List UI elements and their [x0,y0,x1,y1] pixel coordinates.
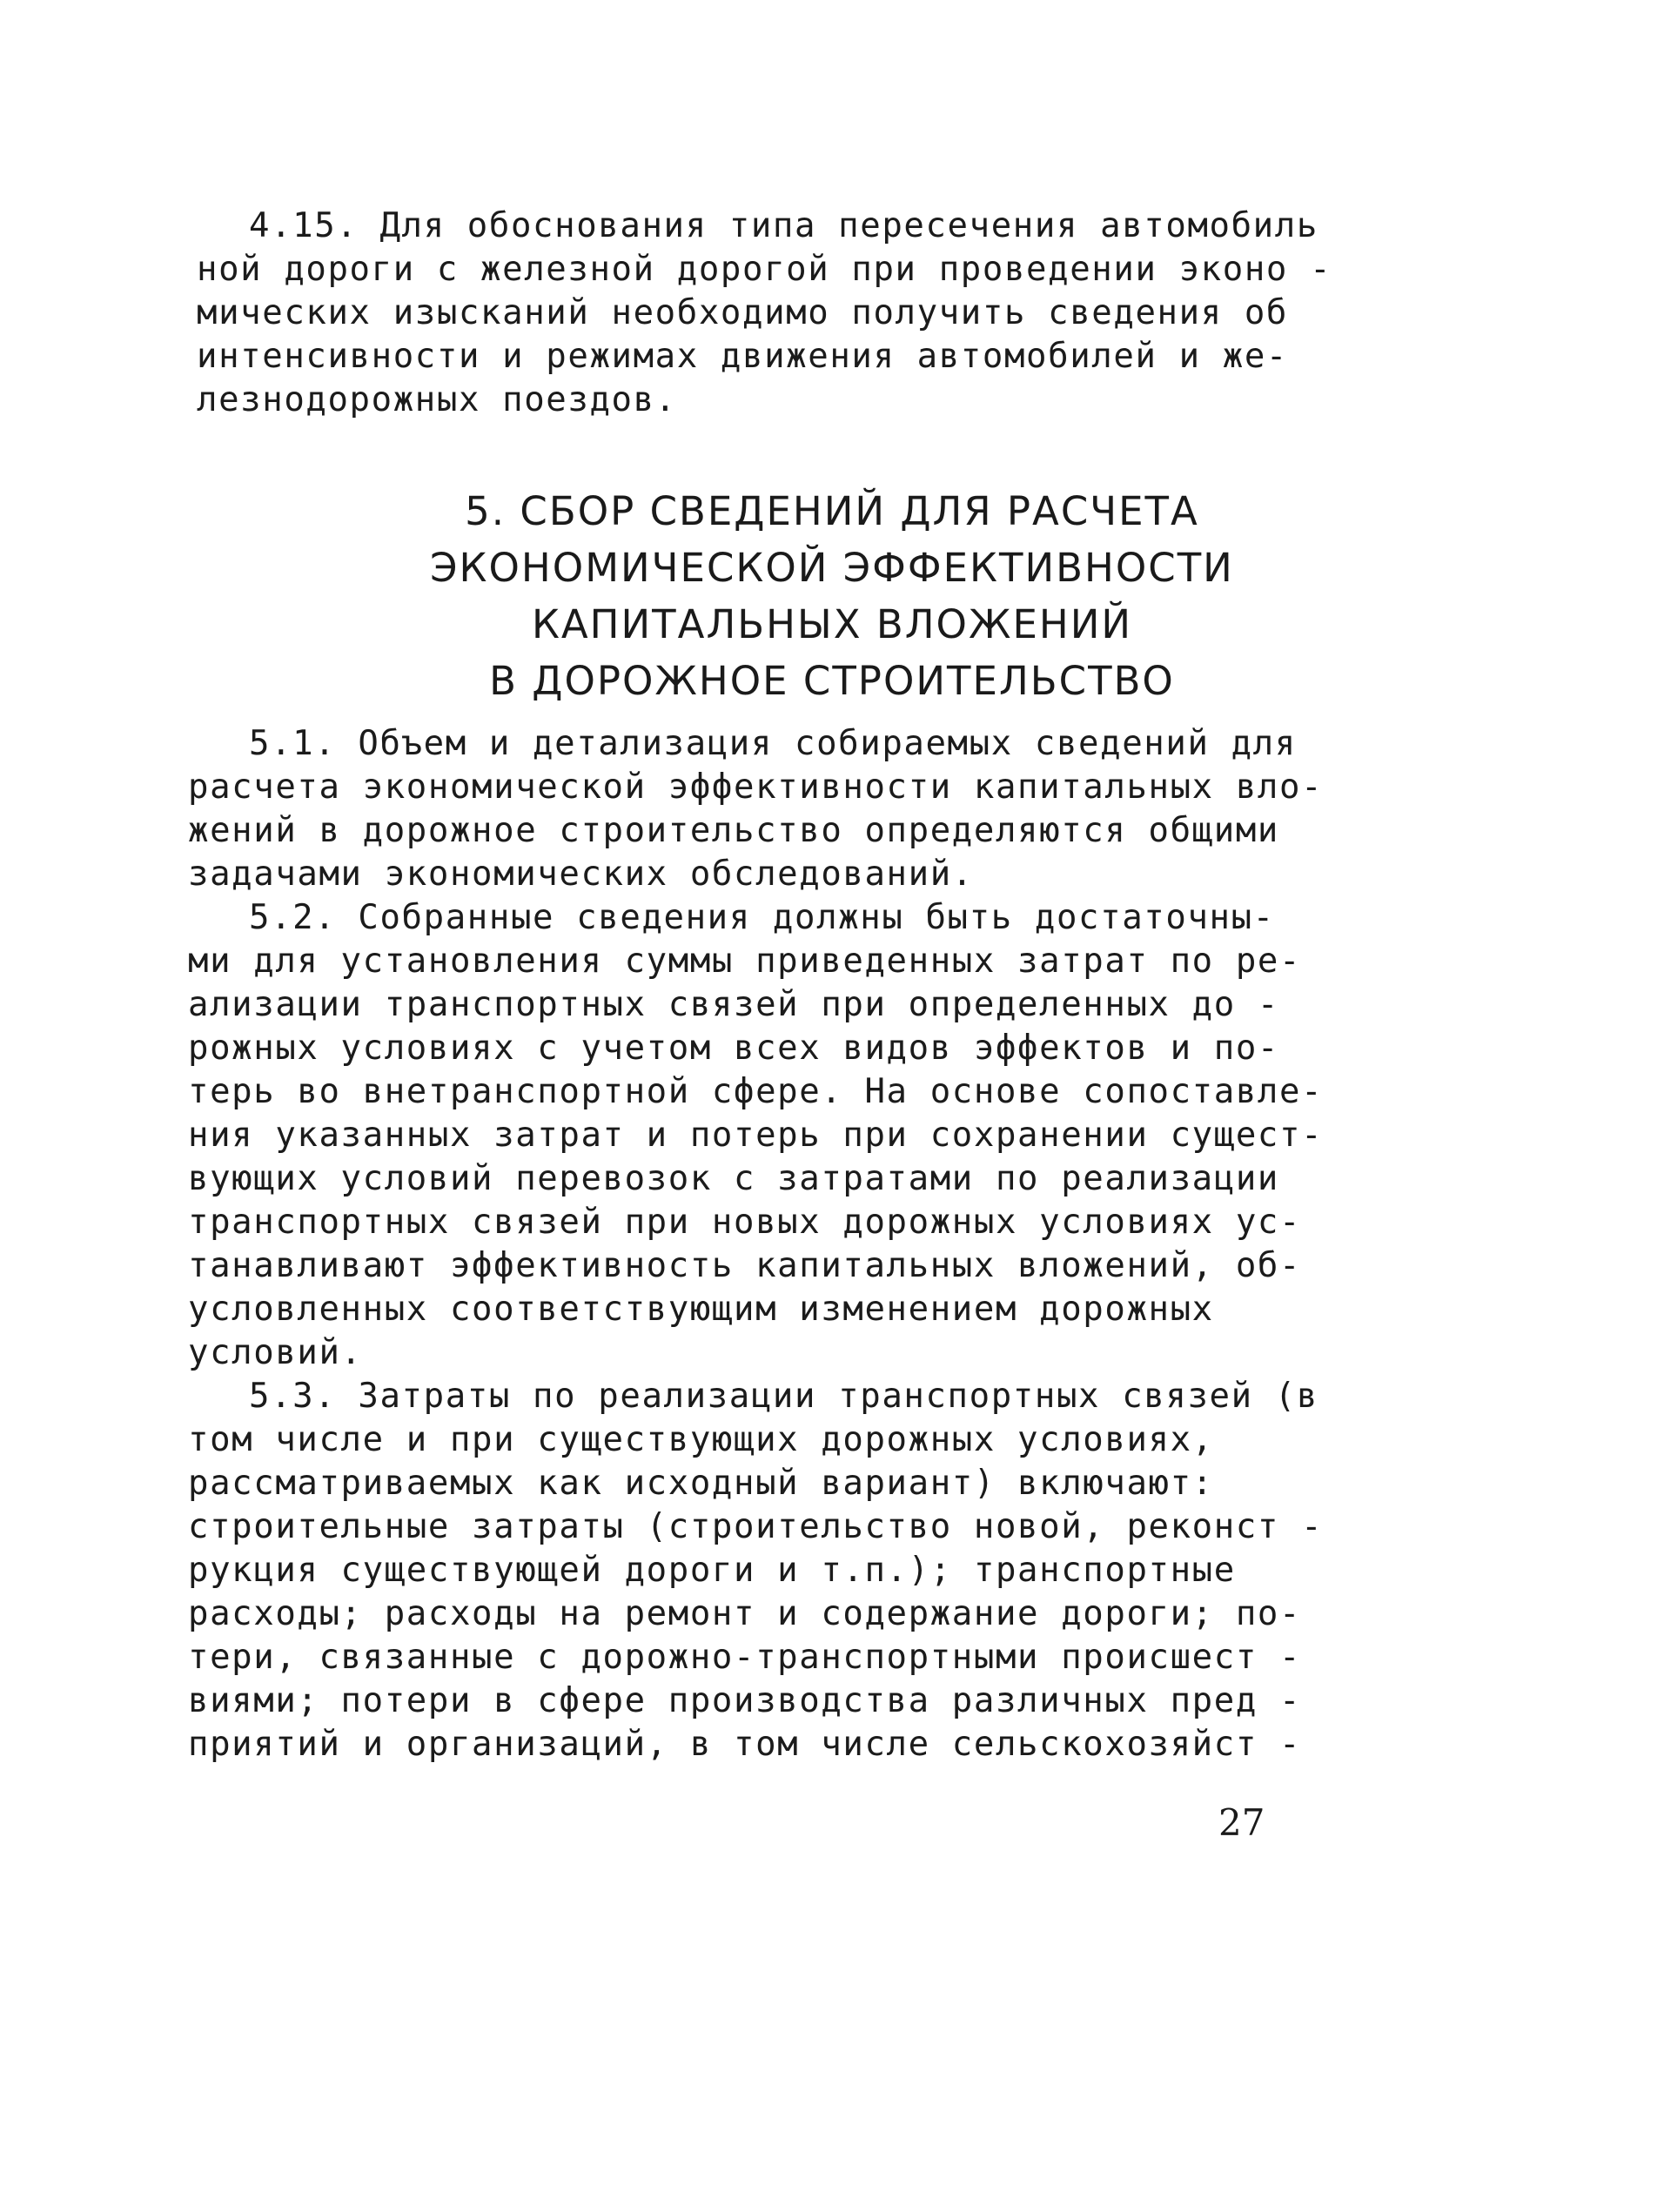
paragraph-5-2-line-8: транспортных связей при новых дорожных условиях ус- [188,1203,1302,1242]
section-heading-line-1: 5. СБОР СВЕДЕНИЙ ДЛЯ РАСЧЕТА [465,488,1199,534]
paragraph-4-15-line-3: мических изысканий необходимо получить сведения об [197,293,1288,332]
paragraph-4-15-line-1: 4.15. Для обоснования типа пересечения автомобиль [249,206,1318,245]
paragraph-5-2-line-2: ми для установления суммы приведенных затрат по ре- [188,942,1302,981]
paragraph-5-3-line-4: строительные затраты (строительство новой, реконст - [188,1507,1324,1546]
paragraph-5-3-line-5: рукция существующей дороги и т.п.); транспортные [188,1551,1236,1590]
paragraph-5-2-line-9: танавливают эффективность капитальных вложений, об- [188,1246,1302,1285]
page-number: 27 [1218,1801,1265,1844]
paragraph-5-2-line-6: ния указанных затрат и потерь при сохранении сущест- [188,1116,1324,1155]
paragraph-5-2-line-7: вующих условий перевозок с затратами по реализации [188,1159,1279,1198]
paragraph-5-1-line-4: задачами экономических обследований. [188,855,974,894]
paragraph-5-1-line-2: расчета экономической эффективности капитальных вло- [188,767,1324,807]
paragraph-4-15-line-4: интенсивности и режимах движения автомобилей и же- [197,337,1288,376]
paragraph-5-3-line-3: рассматриваемых как исходный вариант) включают: [188,1464,1214,1503]
paragraph-4-15-line-5: лезнодорожных поездов. [197,380,677,419]
paragraph-5-2-line-5: терь во внетранспортной сфере. На основе сопоставле- [188,1072,1324,1111]
paragraph-5-3-line-2: том числе и при существующих дорожных условиях, [188,1420,1214,1459]
paragraph-5-1-line-3: жений в дорожное строительство определяются общими [188,811,1279,850]
section-heading-line-3: КАПИТАЛЬНЫХ ВЛОЖЕНИЙ [531,601,1133,647]
paragraph-5-3-line-9: приятий и организаций, в том числе сельскохозяйст - [188,1725,1302,1764]
paragraph-5-3-line-8: виями; потери в сфере производства различных пред - [188,1681,1302,1720]
paragraph-5-2-line-10: условленных соответствующим изменением дорожных [188,1290,1214,1329]
section-heading-line-4: В ДОРОЖНОЕ СТРОИТЕЛЬСТВО [489,658,1175,704]
paragraph-5-1-line-1: 5.1. Объем и детализация собираемых сведений для [249,724,1297,763]
paragraph-5-3-line-1: 5.3. Затраты по реализации транспортных связей (в [249,1377,1318,1416]
paragraph-5-2-line-4: рожных условиях с учетом всех видов эффектов и по- [188,1029,1279,1068]
paragraph-5-2-line-1: 5.2. Собранные сведения должны быть достаточны- [249,898,1275,937]
paragraph-5-2-line-3: ализации транспортных связей при определенных до - [188,985,1279,1024]
section-heading-line-2: ЭКОНОМИЧЕСКОЙ ЭФФЕКТИВНОСТИ [430,545,1234,591]
paragraph-5-2-line-11: условий. [188,1333,363,1372]
paragraph-5-3-line-7: тери, связанные с дорожно-транспортными происшест - [188,1638,1302,1677]
paragraph-4-15-line-2: ной дороги с железной дорогой при проведении эконо - [197,250,1332,289]
paragraph-5-3-line-6: расходы; расходы на ремонт и содержание дороги; по- [188,1594,1302,1633]
